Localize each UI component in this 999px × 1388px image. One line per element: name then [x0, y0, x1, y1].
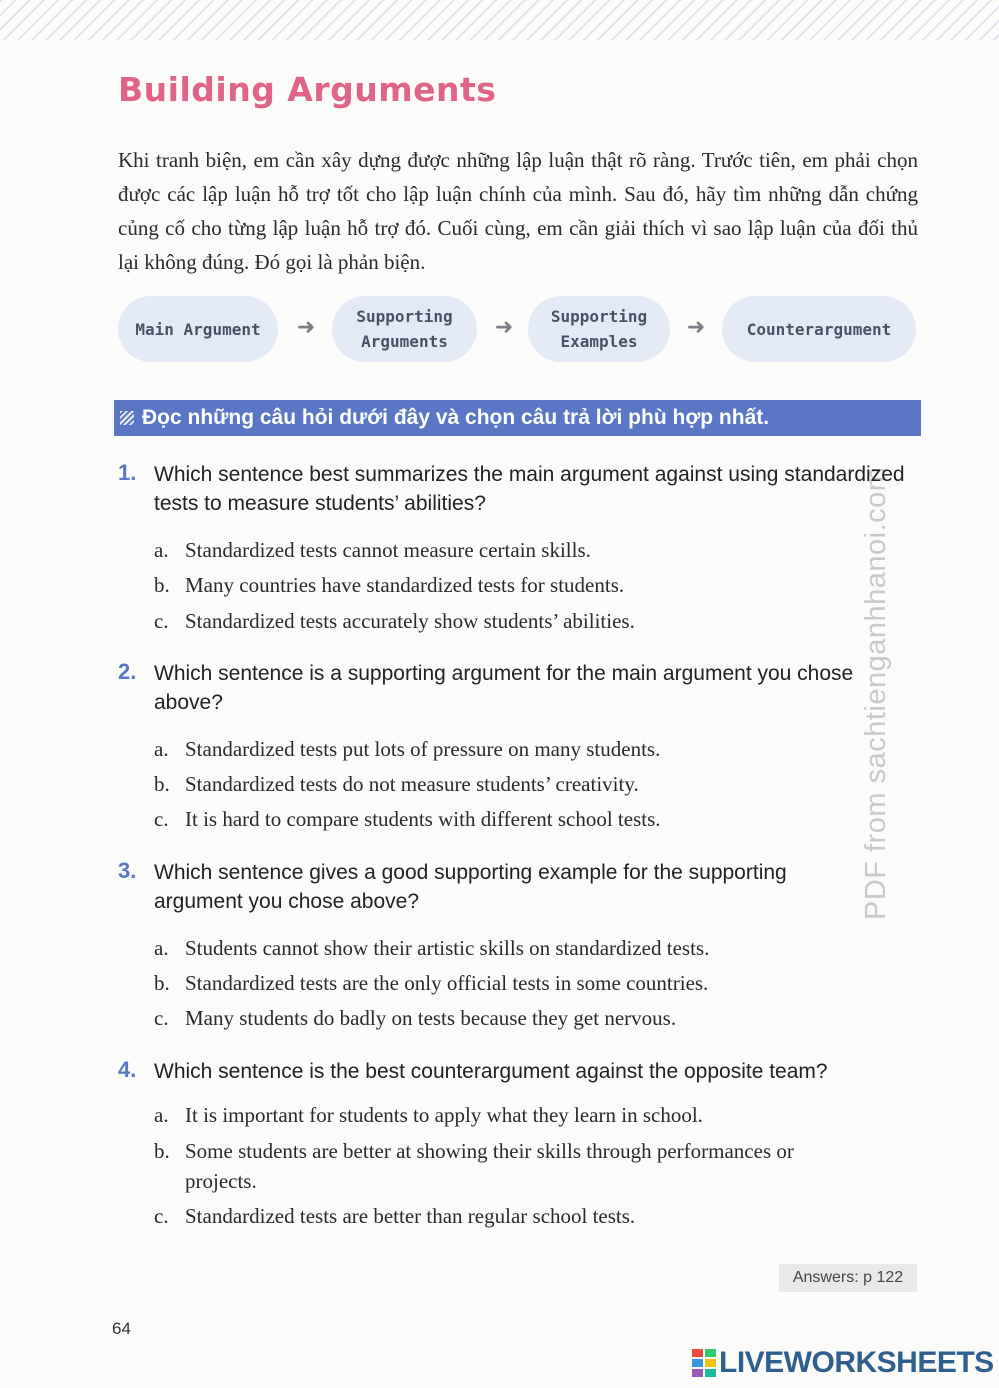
arrow-right-icon: ➜: [296, 315, 316, 340]
option-text: Standardized tests are the only official tests in some countries.: [185, 971, 709, 995]
answer-option-b[interactable]: [154, 570, 874, 600]
flow-step-main-argument: Main Argument: [118, 296, 278, 362]
answer-option-b[interactable]: [154, 968, 884, 998]
question-number: 4.: [118, 1057, 137, 1082]
flow-step-supporting-examples: Supporting Examples: [528, 296, 670, 362]
flow-step-counterargument: Counterargument: [722, 296, 916, 362]
question-text: Which sentence is the best counterargument against the opposite team?: [154, 1060, 828, 1083]
answer-option-c[interactable]: [154, 1003, 874, 1033]
option-letter: b.: [154, 971, 170, 995]
liveworksheets-logo[interactable]: [692, 1346, 994, 1380]
answers-reference: Answers: p 122: [779, 1264, 917, 1292]
option-letter: a.: [154, 538, 169, 562]
question-number: 1.: [118, 460, 137, 485]
option-letter: a.: [154, 737, 169, 761]
answer-option-a[interactable]: [154, 734, 874, 764]
flow-step-supporting-arguments: Supporting Arguments: [332, 296, 477, 362]
answer-option-b[interactable]: [154, 769, 874, 799]
answer-option-a[interactable]: [154, 535, 874, 565]
watermark-text: PDF from sachtienganhhanoi.com: [860, 466, 892, 920]
liveworksheets-logo-icon: [692, 1349, 716, 1377]
option-text: Students cannot show their artistic skills on standardized tests.: [185, 936, 710, 960]
answer-option-c[interactable]: [154, 606, 874, 636]
option-text: Standardized tests cannot measure certain skills.: [185, 538, 591, 562]
intro-paragraph: Khi tranh biện, em cần xây dựng được những lập luận thật rõ ràng. Trước tiên, em phải chọn được các lập luận hỗ trợ tốt cho lập luận chính của mình. Sau đó, hãy tìm những dẫn chứng củng cố cho từng lập luận hỗ trợ đó. Cuối cùng, em cần giải thích vì sao lập luận của đối thủ lại không đúng. Đó gọi là phản biện.: [118, 148, 918, 274]
option-letter: b.: [154, 573, 170, 597]
instruction-banner: [114, 400, 921, 436]
hatch-square-icon: [120, 411, 134, 425]
question-text: Which sentence gives a good supporting example for the supporting argument you chose above?: [154, 861, 787, 913]
option-letter: b.: [154, 1139, 170, 1163]
option-text: It is important for students to apply what they learn in school.: [185, 1103, 703, 1127]
answer-option-b[interactable]: [154, 1136, 794, 1196]
instruction-text: Đọc những câu hỏi dưới đây và chọn câu trả lời phù hợp nhất.: [142, 406, 770, 429]
answer-option-a[interactable]: [154, 1100, 874, 1130]
option-letter: c.: [154, 1204, 169, 1228]
liveworksheets-logo-text: LIVEWORKSHEETS: [719, 1346, 994, 1379]
option-text: Standardized tests are better than regular school tests.: [185, 1204, 636, 1228]
answer-option-a[interactable]: [154, 933, 884, 963]
option-text: Some students are better at showing their skills through performances or projects.: [185, 1139, 794, 1193]
option-text: Standardized tests put lots of pressure on many students.: [185, 737, 661, 761]
page-title: Building Arguments: [118, 70, 497, 109]
question-text: Which sentence is a supporting argument for the main argument you chose above?: [154, 662, 854, 714]
option-text: It is hard to compare students with different school tests.: [185, 807, 661, 831]
answer-option-c[interactable]: [154, 1201, 874, 1231]
option-text: Many countries have standardized tests for students.: [185, 573, 625, 597]
option-letter: c.: [154, 807, 169, 831]
option-letter: a.: [154, 1103, 169, 1127]
option-letter: c.: [154, 609, 169, 633]
question-number: 3.: [118, 858, 137, 883]
answer-option-c[interactable]: [154, 804, 874, 834]
option-text: Standardized tests do not measure students’ creativity.: [185, 772, 639, 796]
question-number: 2.: [118, 659, 137, 684]
arrow-right-icon: ➜: [686, 315, 706, 340]
page-number: 64: [112, 1319, 131, 1338]
option-text: Standardized tests accurately show students’ abilities.: [185, 609, 635, 633]
arrow-right-icon: ➜: [494, 315, 514, 340]
option-letter: c.: [154, 1006, 169, 1030]
decorative-hatch-band: [0, 0, 999, 40]
question-text: Which sentence best summarizes the main argument against using standardized tests to measure students’ abilities?: [154, 463, 905, 515]
option-text: Many students do badly on tests because they get nervous.: [185, 1006, 677, 1030]
option-letter: a.: [154, 936, 169, 960]
option-letter: b.: [154, 772, 170, 796]
argument-flow-diagram: [0, 296, 999, 362]
